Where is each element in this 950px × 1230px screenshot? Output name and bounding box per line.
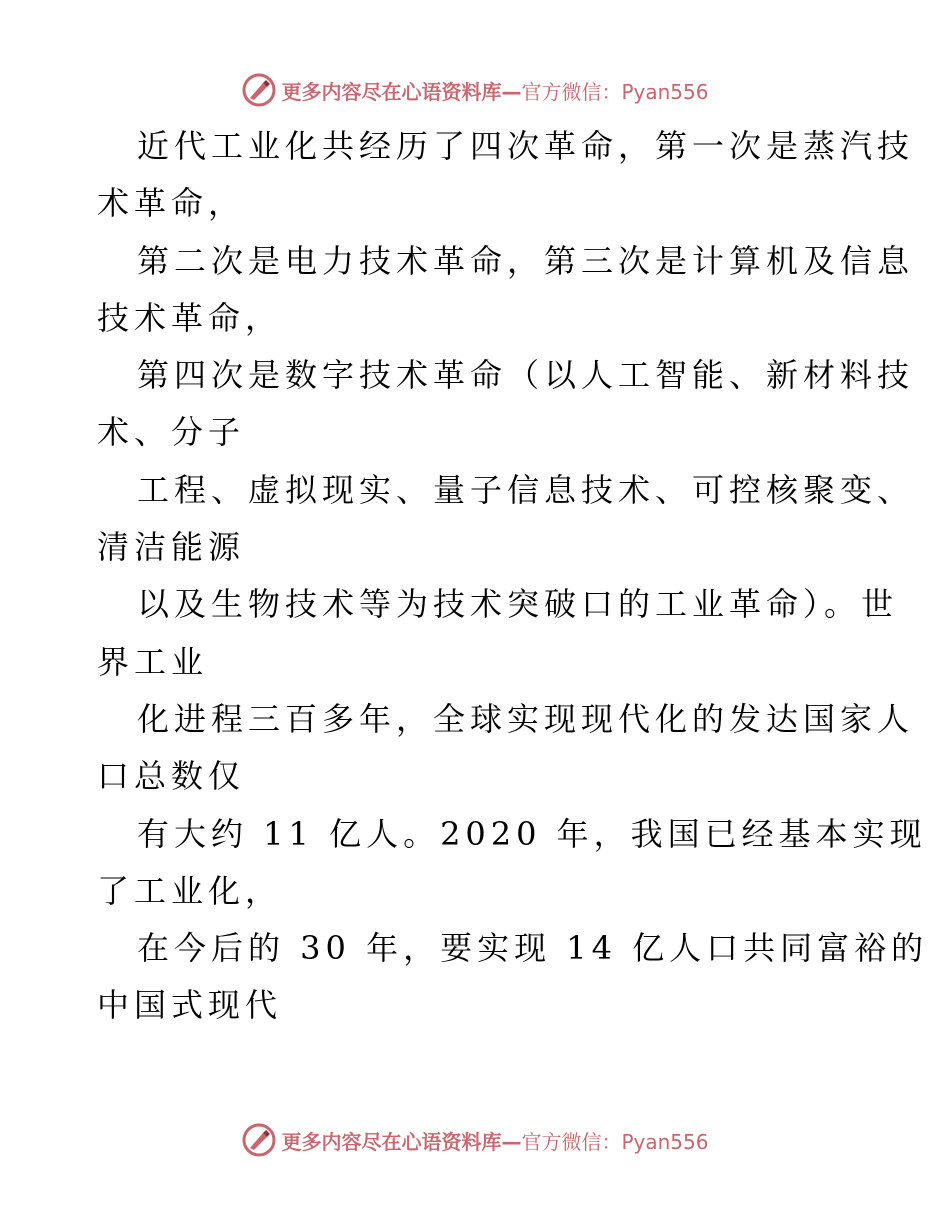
text-line: 技术革命， [97, 298, 283, 337]
text-line: 术、分子 [97, 413, 246, 452]
text-line: 界工业 [97, 642, 209, 681]
document-body [97, 118, 929, 1035]
text-line: 以及生物技术等为技术突破口的工业革命）。世 [137, 585, 899, 624]
text-line: 术革命， [97, 184, 246, 223]
text-line: 第四次是数字技术革命（以人工智能、新材料技 [137, 356, 915, 395]
footer-watermark [0, 1120, 950, 1160]
text-line: 清洁能源 [97, 528, 246, 567]
text-line: 近代工业化共经历了四次革命，第一次是蒸汽技 [137, 127, 915, 165]
text-line: 有大约 11 亿人。2020 年，我国已经基本实现 [137, 814, 927, 853]
watermark-text: 更多内容尽在心语资料库— [281, 1129, 522, 1154]
header-watermark [0, 70, 950, 110]
text-line: 中国式现代 [97, 986, 283, 1025]
watermark-text: 更多内容尽在心语资料库— [281, 79, 522, 104]
text-line: 了工业化， [97, 871, 283, 910]
watermark-handle: 官方微信：Pyan556 [521, 1129, 709, 1154]
text-line: 口总数仅 [97, 757, 246, 796]
text-line: 第二次是电力技术革命，第三次是计算机及信息 [137, 241, 915, 280]
text-line: 化进程三百多年，全球实现现代化的发达国家人 [137, 699, 915, 738]
pen-logo-icon [241, 72, 277, 108]
watermark-handle: 官方微信：Pyan556 [521, 79, 709, 104]
text-line: 在今后的 30 年，要实现 14 亿人口共同富裕的 [137, 929, 929, 968]
text-line: 工程、虚拟现实、量子信息技术、可控核聚变、 [137, 470, 915, 509]
pen-logo-icon [241, 1122, 277, 1158]
